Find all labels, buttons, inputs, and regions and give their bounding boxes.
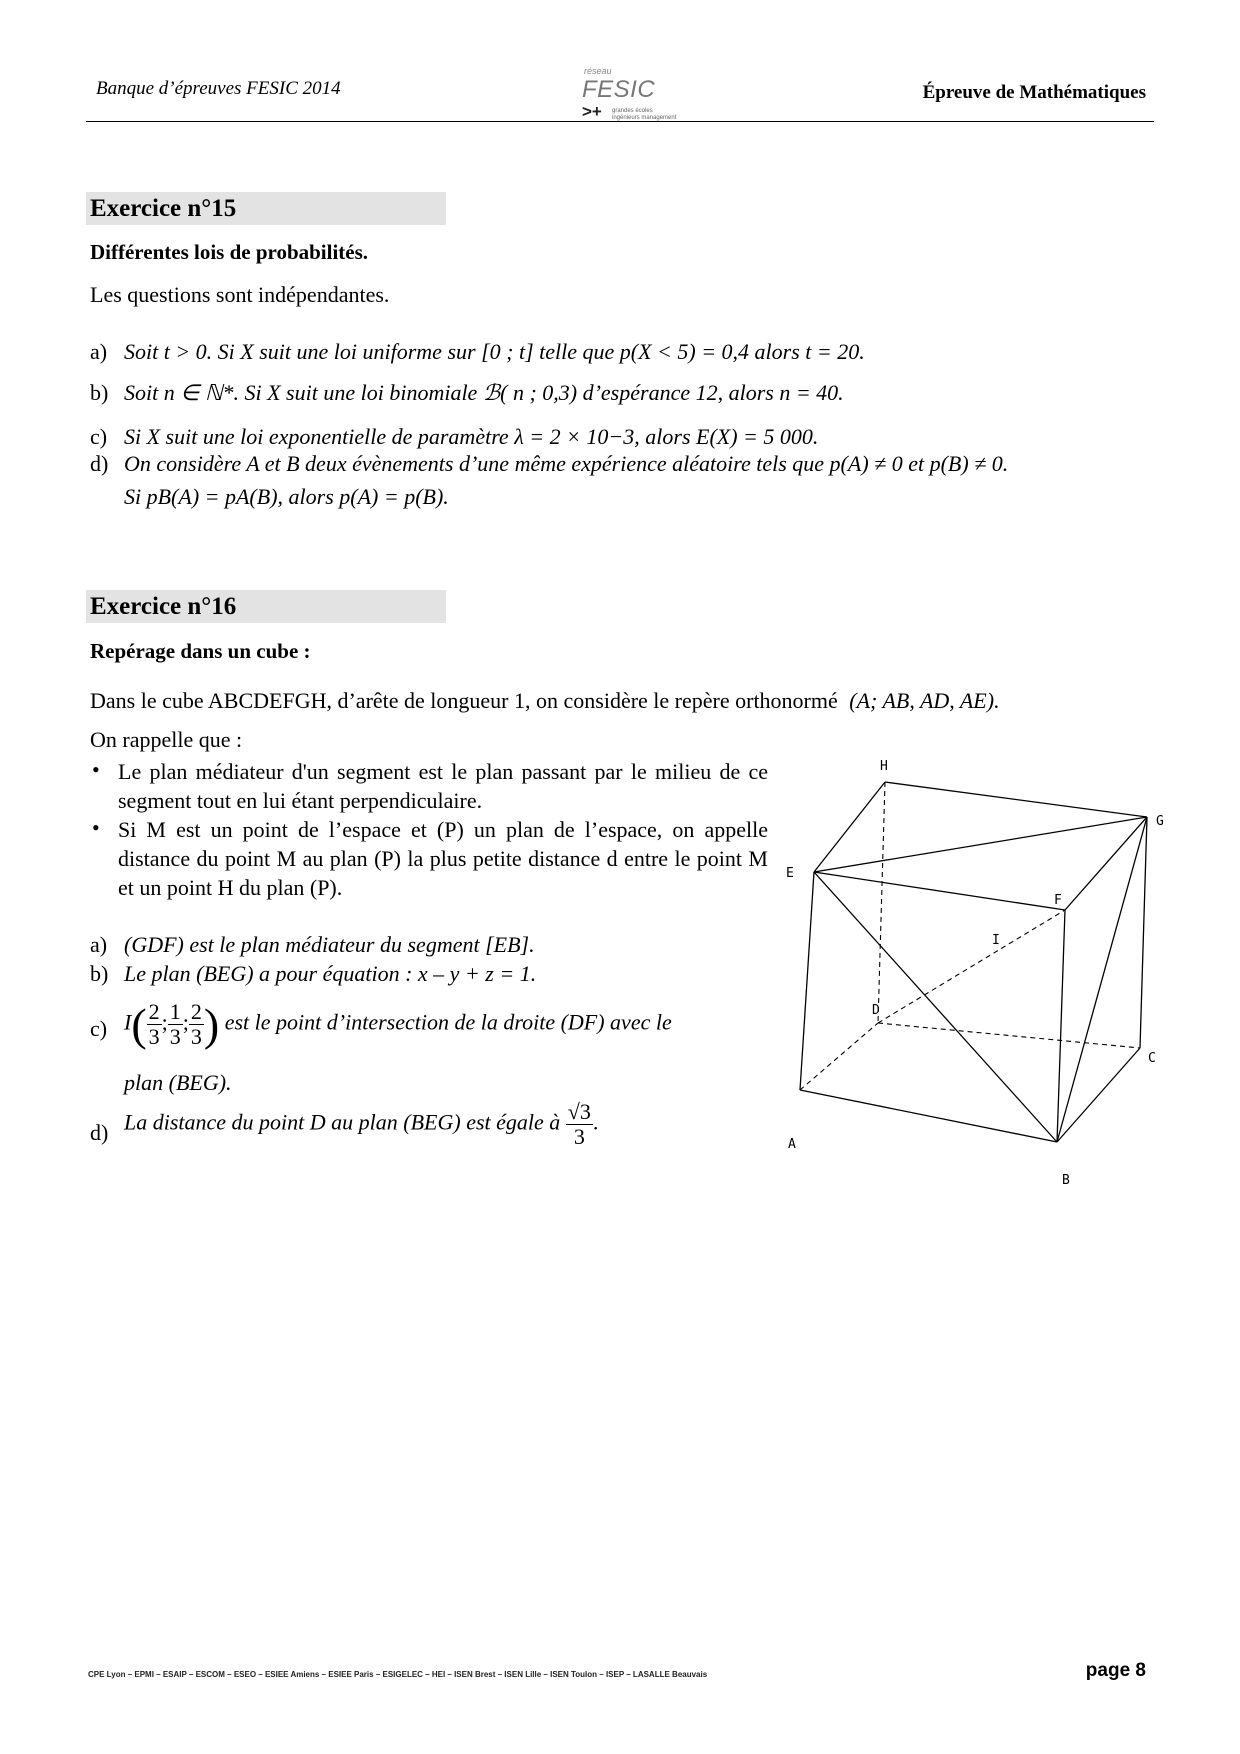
edge-HG (885, 782, 1147, 817)
edge-EA (800, 872, 814, 1090)
fraction-num: 2 (190, 999, 202, 1024)
logo-big: FESIC (582, 76, 656, 103)
sqrt3-over-3 (566, 1100, 593, 1149)
fraction-num: √3 (567, 1099, 591, 1124)
hidden-edge-DC (878, 1023, 1140, 1048)
logo-tag: grandes écoles ingénieurs management (612, 108, 677, 121)
fraction-den: 3 (148, 1024, 160, 1049)
hidden-edge-HD (878, 782, 885, 1023)
fraction-num: 2 (148, 999, 160, 1024)
fraction-num: 1 (169, 999, 181, 1024)
fraction-den: 3 (190, 1024, 202, 1049)
bullet-dot: • (92, 815, 100, 840)
cube-label-G: G (1156, 814, 1164, 829)
cube-label-F: F (1054, 893, 1062, 908)
ex15-item-c-text: Si X suit une loi exponentielle de paramètre λ = 2 × 10−3, alors E(X) = 5 000. (124, 424, 819, 449)
exercise-15-heading (86, 192, 446, 225)
cube-figure (770, 750, 1190, 1200)
fesic-logo (578, 66, 678, 122)
ex16-item-b-label: b) (90, 961, 109, 986)
cube-label-D: D (872, 1003, 880, 1018)
ex15-item-b-text: Soit n ∈ ℕ*. Si X suit une loi binomiale ℬ( n ; 0,3) d’espérance 12, alors n = 40. (124, 380, 844, 405)
ex15-item-d-line2-text: Si pB(A) = pA(B), alors p(A) = p(B). (124, 484, 449, 509)
ex16-item-a-text: (GDF) est le plan médiateur du segment [EB]. (124, 932, 535, 957)
ex15-item-a-label: a) (90, 339, 108, 364)
edge-EH (814, 782, 885, 872)
logo-small: réseau (584, 66, 612, 76)
exercise-16-title: Exercice n°16 (90, 593, 237, 620)
edge-FB (1057, 910, 1065, 1142)
fraction (147, 1000, 162, 1049)
header-rule (86, 121, 1154, 122)
cube-label-B: B (1062, 1173, 1070, 1188)
fraction-den: 3 (169, 1024, 181, 1049)
segment-EB (814, 872, 1057, 1142)
segment-GB (1057, 817, 1147, 1142)
ex16-item-c-line2-text: plan (BEG). (124, 1070, 232, 1095)
bullet-dot: • (92, 757, 100, 782)
cube-label-H: H (880, 759, 888, 774)
footer-schools: CPE Lyon – EPMI – ESAIP – ESCOM – ESEO – ESIEE Amiens – ESIEE Paris – ESIGELEC – HEI – ISEN Brest – ISEN Lille – ISEN Toulon – ISEP – LASALLE Beauvais (88, 1670, 708, 1679)
ex16-item-b-text: Le plan (BEG) a pour équation : x – y + z = 1. (124, 961, 537, 986)
ex16-item-c (90, 999, 770, 1064)
logo-arrow: >+ (582, 102, 602, 121)
bullet-text-1: Le plan médiateur d'un segment est le plan passant par le milieu de ce segment tout en lui étant perpendiculaire. (118, 759, 768, 813)
cube-label-A: A (788, 1137, 796, 1152)
ex15-item-d-label: d) (90, 451, 109, 476)
page-number: page 8 (1085, 1660, 1146, 1681)
item-d-pre: La distance du point D au plan (BEG) est égale à (124, 1109, 561, 1135)
ex16-item-d-text: La distance du point D au plan (BEG) est égale à $\frac{√3}{3}$ . (124, 1099, 599, 1149)
hidden-edge-AD (800, 1023, 878, 1090)
exercise-16-recall: On rappelle que : (90, 727, 243, 752)
fraction (189, 1000, 204, 1049)
exercise-16-intro (90, 688, 1000, 714)
exercise-16-subtitle: Repérage dans un cube : (90, 639, 311, 663)
exercise-15-title: Exercice n°15 (90, 195, 237, 222)
point-i-label: I (124, 1009, 132, 1035)
fraction-den: 3 (573, 1124, 585, 1149)
edge-GC (1140, 817, 1147, 1048)
cube-label-I: I (992, 933, 1000, 948)
open-paren: ( (131, 999, 147, 1050)
segment-EG (814, 817, 1147, 872)
ex16-item-c-label: c) (90, 1016, 108, 1041)
close-paren: ) (203, 999, 220, 1050)
ex15-item-c-label: c) (90, 424, 108, 449)
cube-label-C: C (1148, 1051, 1156, 1066)
edge-AB (800, 1090, 1057, 1142)
bullet-text-2: Si M est un point de l’espace et (P) un plan de l’espace, on appelle distance du point M au plan (P) la plus petite distance d entre le point M et un point H du plan (P). (118, 817, 768, 900)
ex16-item-c-text: I( $\frac{2}{3}$ ; $\frac{1}{3}$ ; $\frac{2}{3}$ ) est le point d’intersection de la droite (DF) avec le (124, 999, 672, 1050)
ex16-item-d-label: d) (90, 1120, 109, 1145)
header-left: Banque d’épreuves FESIC 2014 (96, 78, 341, 99)
ex15-item-a-text: Soit t > 0. Si X suit une loi uniforme sur [0 ; t] telle que p(X < 5) = 0,4 alors t = 20. (124, 339, 865, 364)
hidden-segment-DF (878, 910, 1065, 1023)
exercise-16-frame: (A; AB, AD, AE). (849, 688, 1000, 713)
exercise-16-intro-text: Dans le cube ABCDEFGH, d’arête de longueur 1, on considère le repère orthonormé (90, 688, 838, 713)
exercise-15-intro: Les questions sont indépendantes. (90, 282, 390, 307)
fraction (168, 1000, 183, 1049)
exercise-15-subtitle: Différentes lois de probabilités. (90, 240, 369, 264)
header-right: Épreuve de Mathématiques (922, 82, 1146, 103)
ex15-item-b-label: b) (90, 380, 109, 405)
ex15-item-d-text: On considère A et B deux évènements d’une même expérience aléatoire tels que p(A) ≠ 0 et p(B) ≠ 0. (124, 451, 1009, 476)
ex16-item-a-label: a) (90, 932, 108, 957)
edge-EF (814, 872, 1065, 910)
exercise-16-heading (86, 590, 446, 623)
cube-label-E: E (786, 866, 794, 881)
item-c-post: est le point d’intersection de la droite (DF) avec le (224, 1009, 672, 1035)
